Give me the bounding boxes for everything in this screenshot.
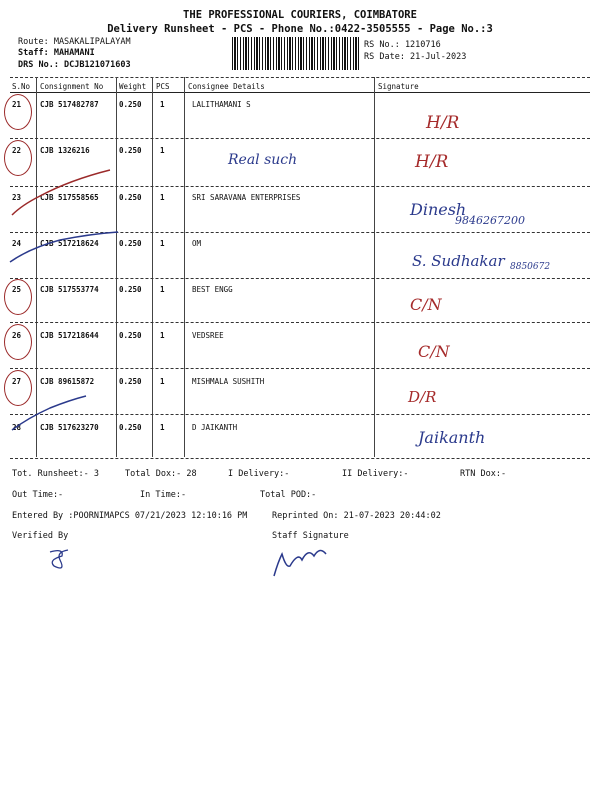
row-signature: C/N	[418, 342, 450, 361]
row-consignment: CJB 1326216	[40, 146, 90, 155]
row-sno: 27	[12, 377, 22, 386]
row-pcs: 1	[160, 239, 165, 248]
row-sno: 26	[12, 331, 22, 340]
row-sno: 21	[12, 100, 22, 109]
i-delivery: I Delivery:-	[228, 469, 290, 479]
row-consignee: BEST ENGG	[192, 285, 233, 294]
row-pcs: 1	[160, 146, 165, 155]
tot-runsheet: Tot. Runsheet:- 3	[12, 469, 99, 479]
out-time: Out Time:-	[12, 490, 64, 500]
col-header-signature: Signature	[378, 82, 419, 91]
row-pcs: 1	[160, 100, 165, 109]
row-signature: Jaikanth	[418, 428, 486, 447]
rs-number: RS No.: 1210716	[364, 40, 441, 50]
row-phone-handwritten: 8850672	[510, 262, 551, 272]
row-consignment: CJB 517218644	[40, 331, 99, 340]
row-consignee: VEDSREE	[192, 331, 224, 340]
row-consignee: MISHMALA SUSHITH	[192, 377, 265, 386]
row-sno: 25	[12, 285, 22, 294]
staff-signature-label: Staff Signature	[272, 531, 349, 541]
row-weight: 0.250	[119, 423, 142, 432]
verified-by: Verified By	[12, 531, 69, 541]
row-weight: 0.250	[119, 331, 142, 340]
row-pcs: 1	[160, 331, 165, 340]
row-weight: 0.250	[119, 285, 142, 294]
row-consignment: CJB 517218624	[40, 239, 99, 248]
row-weight: 0.250	[119, 146, 142, 155]
staff-signature	[268, 544, 338, 584]
col-header-consignment: Consignment No	[40, 82, 104, 91]
ii-delivery: II Delivery:-	[342, 469, 409, 479]
rtn-dox: RTN Dox:-	[460, 469, 507, 479]
company-name: THE PROFESSIONAL COURIERS, COIMBATORE	[183, 9, 417, 21]
row-consignee: D JAIKANTH	[192, 423, 238, 432]
row-consignment: CJB 517623270	[40, 423, 99, 432]
row-pcs: 1	[160, 377, 165, 386]
drs-number: DRS No.: DCJB121071603	[18, 60, 131, 70]
row-weight: 0.250	[119, 100, 142, 109]
runsheet-title: Delivery Runsheet - PCS - Phone No.:0422-3505555 - Page No.:3	[107, 23, 493, 35]
row-signature: S. Sudhakar	[412, 252, 505, 270]
row-signature: H/R	[426, 113, 460, 133]
row-consignment: CJB 517482787	[40, 100, 99, 109]
in-time: In Time:-	[140, 490, 187, 500]
row-signature: C/N	[410, 295, 442, 314]
row-consignee: SRI SARAVANA ENTERPRISES	[192, 193, 301, 202]
row-pcs: 1	[160, 285, 165, 294]
row-weight: 0.250	[119, 239, 142, 248]
row-consignment: CJB 517553774	[40, 285, 99, 294]
total-pod: Total POD:-	[260, 490, 317, 500]
total-dox: Total Dox:- 28	[125, 469, 197, 479]
row-pcs: 1	[160, 193, 165, 202]
row-phone-handwritten: 9846267200	[455, 214, 525, 227]
row-sno: 24	[12, 239, 22, 248]
row-consignment: CJB 89615872	[40, 377, 95, 386]
col-header-weight: Weight	[119, 82, 147, 91]
row-pcs: 1	[160, 423, 165, 432]
reprinted-on: Reprinted On: 21-07-2023 20:44:02	[272, 511, 441, 521]
row-weight: 0.250	[119, 193, 142, 202]
row-consignee: LALITHAMANI S	[192, 100, 251, 109]
row-weight: 0.250	[119, 377, 142, 386]
row-signature: D/R	[408, 388, 437, 406]
route: Route: MASAKALIPALAYAM	[18, 37, 131, 47]
row-consignment: CJB 517558565	[40, 193, 99, 202]
row-sno: 23	[12, 193, 22, 202]
row-signature: Dinesh	[410, 200, 467, 219]
col-header-sno: S.No	[12, 82, 31, 91]
row-sno: 28	[12, 423, 22, 432]
verifier-signature	[44, 546, 74, 574]
staff: Staff: MAHAMANI	[18, 48, 95, 58]
rs-date: RS Date: 21-Jul-2023	[364, 52, 467, 62]
row-consignee: OM	[192, 239, 202, 248]
row-signature: H/R	[415, 152, 449, 172]
row-handwritten-note: Real such	[228, 152, 298, 168]
col-header-consignee: Consignee Details	[188, 82, 265, 91]
entered-by: Entered By :POORNIMAPCS 07/21/2023 12:10:16 PM	[12, 511, 248, 521]
row-sno: 22	[12, 146, 22, 155]
col-header-pcs: PCS	[156, 82, 170, 91]
